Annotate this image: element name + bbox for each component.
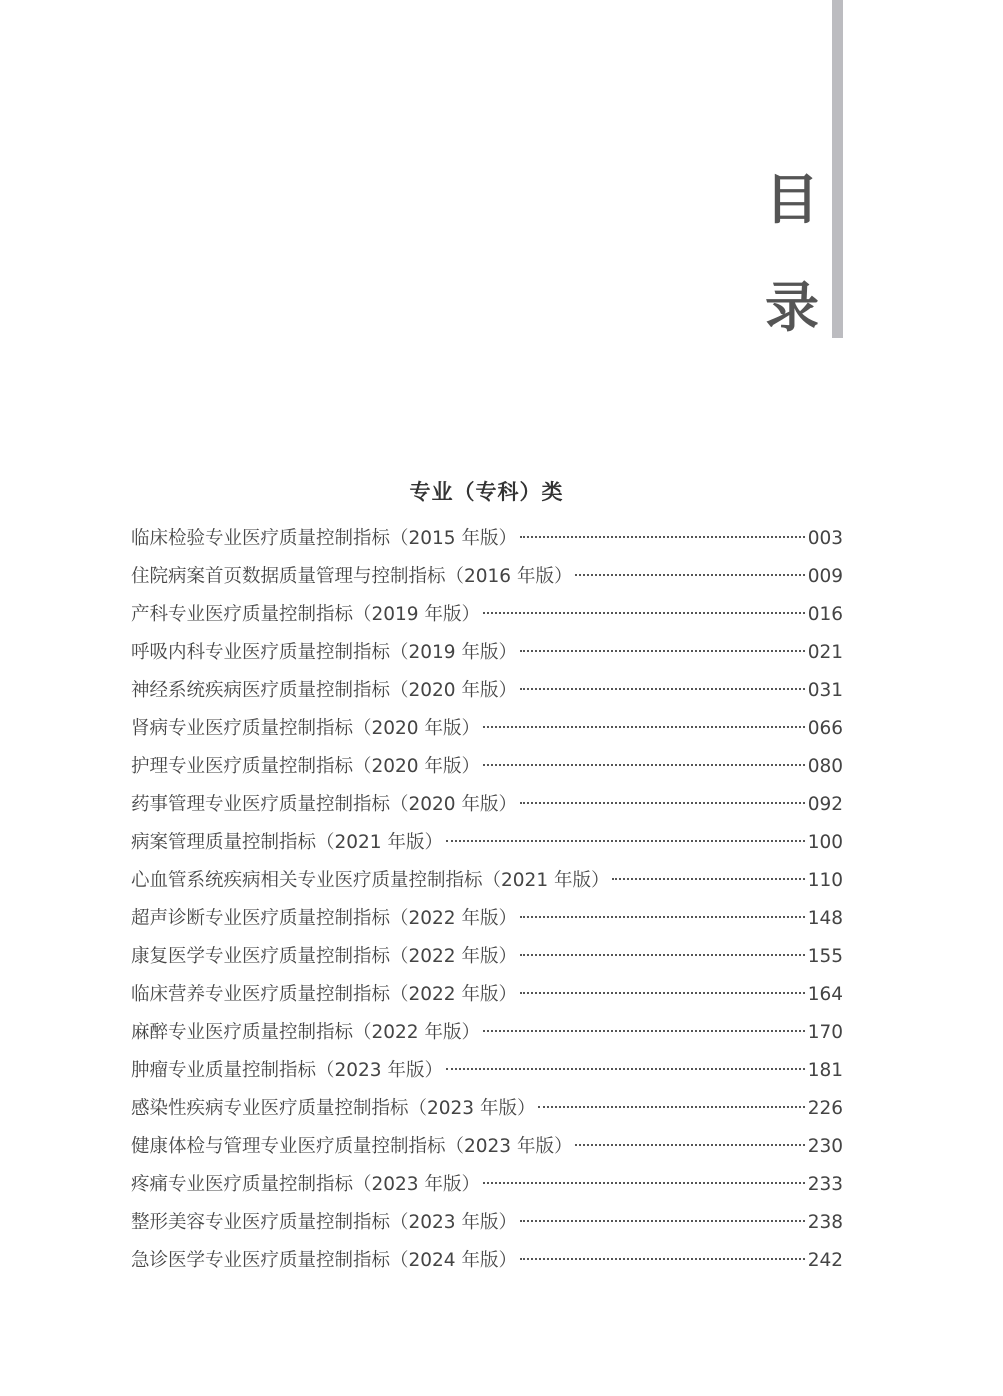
- toc-entry-page: 181: [807, 1060, 843, 1081]
- toc-entry-label: 神经系统疾病医疗质量控制指标（2020 年版）: [131, 680, 517, 701]
- toc-entry[interactable]: [131, 638, 843, 676]
- toc-entry-page: 009: [807, 566, 843, 587]
- toc-entry[interactable]: [131, 714, 843, 752]
- dotted-leader: [575, 1144, 804, 1146]
- dotted-leader: [520, 1220, 805, 1222]
- toc-entry-label: 急诊医学专业医疗质量控制指标（2024 年版）: [131, 1250, 517, 1271]
- toc-entry-label: 整形美容专业医疗质量控制指标（2023 年版）: [131, 1212, 517, 1233]
- toc-entry-label: 肾病专业医疗质量控制指标（2020 年版）: [131, 718, 480, 739]
- toc-entry[interactable]: [131, 980, 843, 1018]
- dotted-leader: [520, 954, 805, 956]
- toc-entry-label: 健康体检与管理专业医疗质量控制指标（2023 年版）: [131, 1136, 573, 1157]
- toc-entry[interactable]: [131, 524, 843, 562]
- toc-entry[interactable]: [131, 1018, 843, 1056]
- dotted-leader: [612, 878, 804, 880]
- dotted-leader: [520, 992, 805, 994]
- dotted-leader: [483, 1030, 805, 1032]
- toc-entry-page: 155: [807, 946, 843, 967]
- toc-title-char: 目: [765, 167, 819, 231]
- section-heading: 专业（专科）类: [409, 480, 564, 504]
- dotted-leader: [520, 650, 805, 652]
- toc-entry[interactable]: [131, 1246, 843, 1284]
- toc-entry[interactable]: [131, 676, 843, 714]
- toc-entry-label: 麻醉专业医疗质量控制指标（2022 年版）: [131, 1022, 480, 1043]
- toc-entry-label: 住院病案首页数据质量管理与控制指标（2016 年版）: [131, 566, 573, 587]
- toc-entry[interactable]: [131, 790, 843, 828]
- dotted-leader: [483, 726, 805, 728]
- toc-entry-label: 护理专业医疗质量控制指标（2020 年版）: [131, 756, 480, 777]
- dotted-leader: [520, 536, 805, 538]
- dotted-leader: [483, 764, 805, 766]
- toc-entry-label: 临床营养专业医疗质量控制指标（2022 年版）: [131, 984, 517, 1005]
- toc-entry-label: 产科专业医疗质量控制指标（2019 年版）: [131, 604, 480, 625]
- toc-entry-page: 003: [807, 528, 843, 549]
- toc-entry[interactable]: [131, 1170, 843, 1208]
- dotted-leader: [483, 1182, 805, 1184]
- toc-entry-page: 021: [807, 642, 843, 663]
- toc-list: [131, 524, 843, 1284]
- dotted-leader: [483, 612, 805, 614]
- toc-entry-page: 242: [807, 1250, 843, 1271]
- toc-entry-label: 呼吸内科专业医疗质量控制指标（2019 年版）: [131, 642, 517, 663]
- toc-title-char: 录: [765, 275, 819, 339]
- dotted-leader: [446, 840, 805, 842]
- toc-entry[interactable]: [131, 1094, 843, 1132]
- decorative-side-bar: [832, 0, 843, 338]
- dotted-leader: [520, 688, 805, 690]
- toc-entry-page: 066: [807, 718, 843, 739]
- toc-entry-page: 016: [807, 604, 843, 625]
- toc-entry-page: 164: [807, 984, 843, 1005]
- toc-entry-page: 238: [807, 1212, 843, 1233]
- toc-entry-page: 110: [807, 870, 843, 891]
- toc-entry[interactable]: [131, 752, 843, 790]
- toc-entry-label: 心血管系统疾病相关专业医疗质量控制指标（2021 年版）: [131, 870, 610, 891]
- dotted-leader: [520, 1258, 805, 1260]
- toc-entry-label: 肿瘤专业质量控制指标（2023 年版）: [131, 1060, 443, 1081]
- toc-entry[interactable]: [131, 866, 843, 904]
- toc-entry-page: 100: [807, 832, 843, 853]
- toc-entry-page: 031: [807, 680, 843, 701]
- toc-entry[interactable]: [131, 1132, 843, 1170]
- toc-entry-page: 226: [807, 1098, 843, 1119]
- dotted-leader: [446, 1068, 805, 1070]
- toc-entry-page: 080: [807, 756, 843, 777]
- toc-entry[interactable]: [131, 1208, 843, 1246]
- toc-entry-page: 170: [807, 1022, 843, 1043]
- toc-entry[interactable]: [131, 904, 843, 942]
- toc-entry-page: 233: [807, 1174, 843, 1195]
- toc-entry[interactable]: [131, 600, 843, 638]
- toc-entry-label: 康复医学专业医疗质量控制指标（2022 年版）: [131, 946, 517, 967]
- toc-entry-label: 病案管理质量控制指标（2021 年版）: [131, 832, 443, 853]
- toc-entry[interactable]: [131, 828, 843, 866]
- dotted-leader: [520, 802, 805, 804]
- toc-entry-label: 临床检验专业医疗质量控制指标（2015 年版）: [131, 528, 517, 549]
- toc-entry-label: 疼痛专业医疗质量控制指标（2023 年版）: [131, 1174, 480, 1195]
- toc-entry-page: 230: [807, 1136, 843, 1157]
- dotted-leader: [575, 574, 804, 576]
- dotted-leader: [538, 1106, 804, 1108]
- toc-entry-label: 超声诊断专业医疗质量控制指标（2022 年版）: [131, 908, 517, 929]
- toc-entry-label: 感染性疾病专业医疗质量控制指标（2023 年版）: [131, 1098, 536, 1119]
- toc-entry-label: 药事管理专业医疗质量控制指标（2020 年版）: [131, 794, 517, 815]
- toc-entry-page: 148: [807, 908, 843, 929]
- toc-entry[interactable]: [131, 1056, 843, 1094]
- toc-entry-page: 092: [807, 794, 843, 815]
- dotted-leader: [520, 916, 805, 918]
- toc-entry[interactable]: [131, 562, 843, 600]
- toc-entry[interactable]: [131, 942, 843, 980]
